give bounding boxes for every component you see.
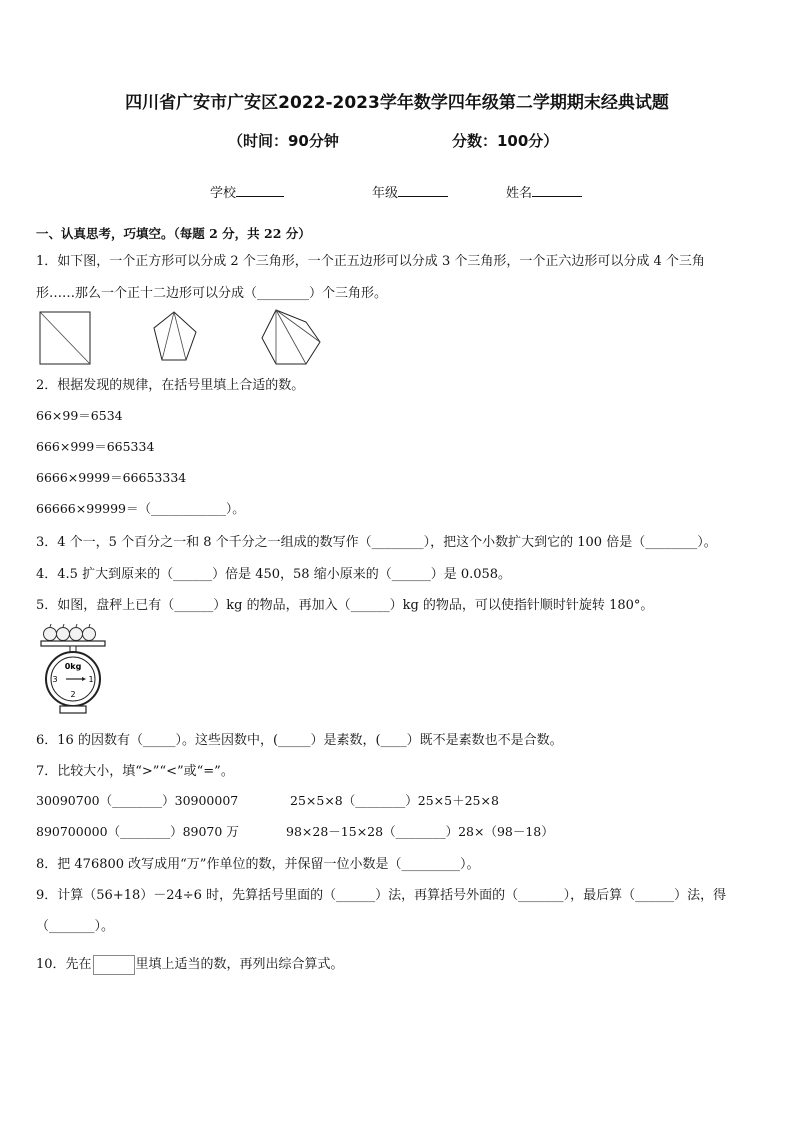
- scale-right-label: 1: [88, 675, 94, 684]
- question-2-row-1: 66×99＝6534: [36, 408, 123, 423]
- grade-field: [372, 182, 448, 201]
- scale-bottom-label: 2: [70, 690, 76, 699]
- question-7-b: 25×5×8（________）25×5＋25×8: [290, 793, 499, 808]
- question-10: [36, 953, 344, 975]
- school-blank: [236, 184, 284, 197]
- page-title: 四川省广安市广安区2022-2023学年数学四年级第二学期期末经典试题: [125, 93, 669, 113]
- scale-left-label: 3: [52, 675, 58, 684]
- question-7-c: 890700000（________）89070 万: [36, 824, 239, 839]
- school-label: 学校: [210, 186, 237, 201]
- exam-time: （时间：90分钟: [228, 132, 339, 150]
- square-figure: [40, 312, 90, 364]
- question-1-line-2: 形……那么一个正十二边形可以分成（________）个三角形。: [36, 286, 388, 301]
- question-9-line-1: 9．计算（56+18）－24÷6 时，先算括号里面的（______）法，再算括号外面的（_______），最后算（______）法，得: [36, 888, 727, 903]
- name-label: 姓名: [506, 186, 533, 201]
- scale-pan: [41, 641, 105, 646]
- question-2: 2．根据发现的规律，在括号里填上合适的数。: [36, 378, 305, 393]
- question-10-suffix: 里填上适当的数，再列出综合算式。: [135, 957, 344, 972]
- question-7-a: 30090700（________）30900007: [36, 793, 239, 808]
- hexagon-figure: [262, 310, 320, 364]
- question-7: 7．比较大小，填“>”“<”或“=”。: [36, 764, 234, 779]
- question-3: 3．4 个一，5 个百分之一和 8 个千分之一组成的数写作（________），把这个小数扩大到它的 100 倍是（________）。: [36, 535, 717, 550]
- question-1-line-1: 1．如下图，一个正方形可以分成 2 个三角形，一个正五边形可以分成 3 个三角形，一个正六边形可以分成 4 个三角: [36, 254, 705, 269]
- apples-icon: [44, 624, 96, 641]
- pentagon-figure: [154, 312, 196, 360]
- answer-box[interactable]: [93, 955, 135, 975]
- school-field: [210, 182, 284, 201]
- polygon-figures: [36, 308, 336, 368]
- grade-label: 年级: [372, 186, 399, 201]
- question-6: 6．16 的因数有（_____）。这些因数中，(_____）是素数，(____）既不是素数也不是合数。: [36, 733, 563, 748]
- question-2-row-2: 666×999＝665334: [36, 439, 155, 454]
- grade-blank: [398, 184, 448, 197]
- question-9-line-2: （_______）。: [36, 919, 115, 934]
- question-8: 8．把 476800 改写成用“万”作单位的数，并保留一位小数是（_________）。: [36, 857, 480, 872]
- scale-figure: [38, 622, 110, 716]
- section-1-title: 一、认真思考，巧填空。（每题 2 分，共 22 分）: [36, 226, 311, 241]
- name-blank: [532, 184, 582, 197]
- question-2-row-3: 6666×9999＝66653334: [36, 470, 187, 485]
- question-2-row-4: 66666×99999＝（____________）。: [36, 501, 245, 516]
- question-4: 4．4.5 扩大到原来的（______）倍是 450，58 缩小原来的（______）是 0.058。: [36, 567, 512, 582]
- scale-zero-label: 0kg: [64, 662, 82, 671]
- question-5: 5．如图，盘秤上已有（______）kg 的物品，再加入（______）kg 的物品，可以使指针顺时针旋转 180°。: [36, 598, 654, 613]
- name-field: [506, 182, 582, 201]
- exam-score: 分数：100分）: [452, 132, 559, 150]
- question-7-d: 98×28－15×28（________）28×（98－18）: [286, 824, 554, 839]
- scale-base: [60, 706, 86, 713]
- question-10-prefix: 10．先在: [36, 957, 92, 972]
